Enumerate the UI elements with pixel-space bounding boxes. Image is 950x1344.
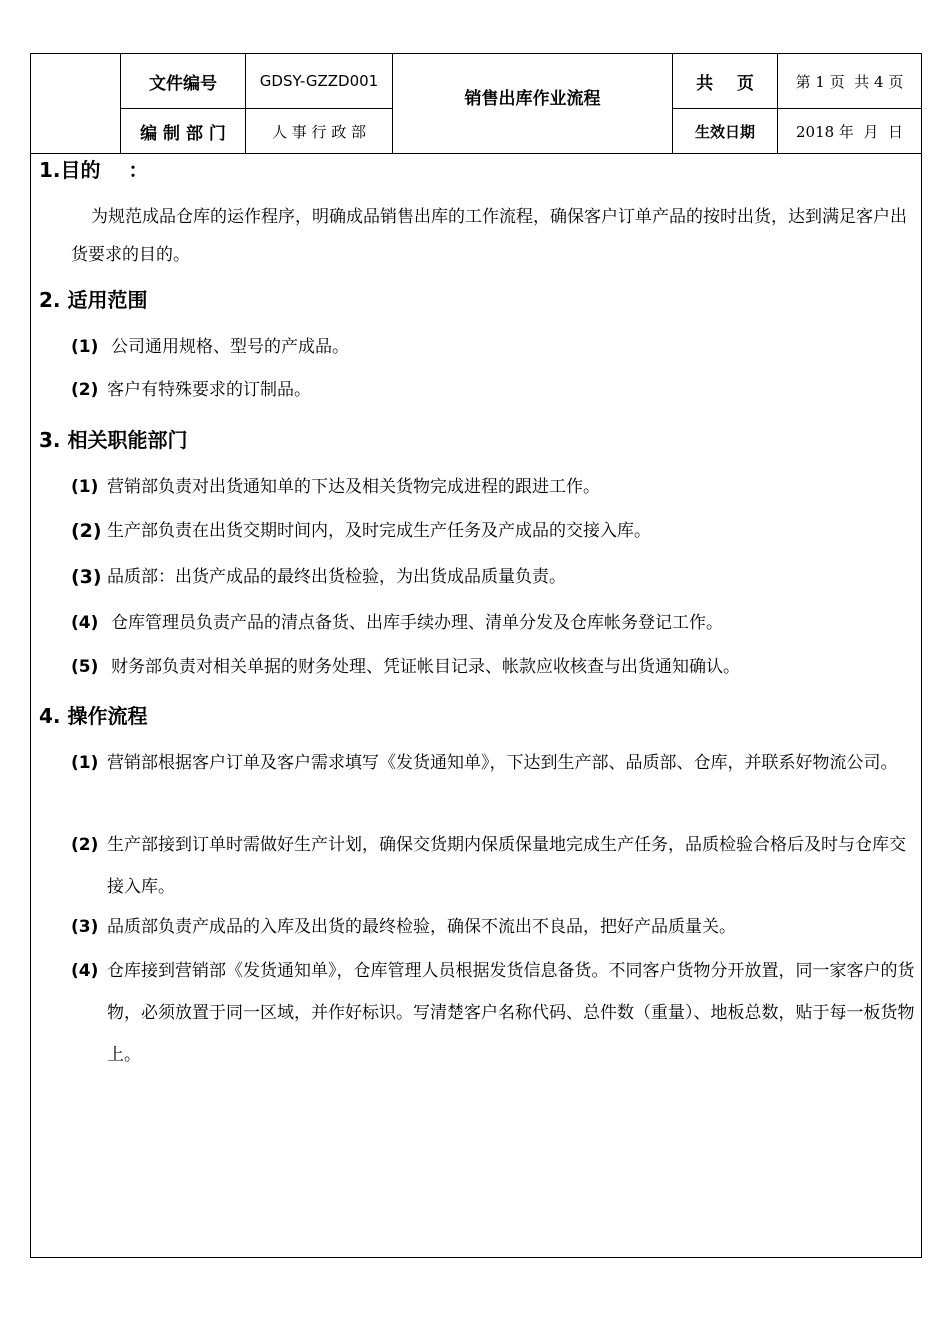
item-number: (3) (71, 566, 102, 588)
list-item (71, 326, 919, 368)
item-text: 财务部负责对相关单据的财务处理、凭证帐目记录、帐款应收核查与出货通知确认。 (111, 657, 740, 677)
item-number: (1) (71, 337, 99, 357)
item-text: 营销部负责对出货通知单的下达及相关货物完成进程的跟进工作。 (107, 477, 600, 497)
section-title-scope: 2. 适用范围 (39, 288, 148, 312)
effective-date-value: 2018 年 月 日 (795, 122, 903, 141)
item-text: 仓库管理员负责产品的清点备货、出库手续办理、清单分发及仓库帐务登记工作。 (111, 613, 723, 633)
item-number: (2) (71, 835, 99, 855)
item-text: 生产部接到订单时需做好生产计划，确保交货期内保质保量地完成生产任务，品质检验合格后及时与仓库交接入库。 (107, 835, 906, 897)
item-number: (5) (71, 657, 99, 677)
list-item (71, 906, 919, 948)
item-text: 品质部负责产成品的入库及出货的最终检验，确保不流出不良品，把好产品质量关。 (107, 917, 736, 937)
item-text: 客户有特殊要求的订制品。 (107, 380, 311, 400)
department-value: 人 事 行 政 部 (271, 122, 367, 141)
list-item (71, 950, 919, 1076)
section-title-departments: 3. 相关职能部门 (39, 428, 188, 452)
list-item (71, 556, 919, 598)
list-item (71, 742, 919, 784)
list-item (71, 824, 919, 908)
item-text: 仓库接到营销部《发货通知单》，仓库管理人员根据发货信息备货。不同客户货物分开放置，同一家客户的货物，必须放置于同一区域，并作好标识。写清楚客户名称代码、总件数（重量）、地板总数，贴于每一板货物上。 (107, 961, 915, 1065)
department-label: 编 制 部 门 (140, 123, 226, 144)
doc-number-value: GDSY-GZZD001 (259, 72, 379, 90)
item-number: (3) (71, 917, 99, 937)
section-title-procedure: 4. 操作流程 (39, 704, 148, 728)
purpose-paragraph: 为规范成品仓库的运作程序，明确成品销售出库的工作流程，确保客户订单产品的按时出货，达到满足客户出货要求的目的。 (71, 207, 907, 265)
list-item (71, 646, 919, 688)
item-text: 公司通用规格、型号的产成品。 (111, 337, 349, 357)
item-number: (4) (71, 961, 99, 981)
item-number: (2) (71, 520, 102, 542)
item-text: 品质部：出货产成品的最终出货检验，为出货成品质量负责。 (107, 567, 566, 587)
item-number: (1) (71, 753, 99, 773)
pages-label: 共 页 (696, 73, 754, 94)
pages-value: 第 1 页 共 4 页 (795, 72, 904, 91)
effective-date-label: 生效日期 (694, 122, 755, 141)
list-item (71, 466, 919, 508)
section-title-purpose: 1.目的 ： (39, 158, 149, 182)
document-frame (30, 53, 922, 1258)
item-number: (4) (71, 613, 99, 633)
item-text: 生产部负责在出货交期时间内，及时完成生产任务及产成品的交接入库。 (107, 521, 651, 541)
item-number: (2) (71, 380, 99, 400)
document-header-table (31, 54, 921, 154)
document-title: 销售出库作业流程 (464, 89, 601, 109)
list-item (71, 602, 919, 644)
list-item (71, 369, 919, 411)
list-item (71, 510, 919, 552)
item-number: (1) (71, 477, 99, 497)
doc-number-label: 文件编号 (149, 73, 217, 94)
item-text: 营销部根据客户订单及客户需求填写《发货通知单》，下达到生产部、品质部、仓库，并联系好物流公司。 (107, 753, 898, 773)
